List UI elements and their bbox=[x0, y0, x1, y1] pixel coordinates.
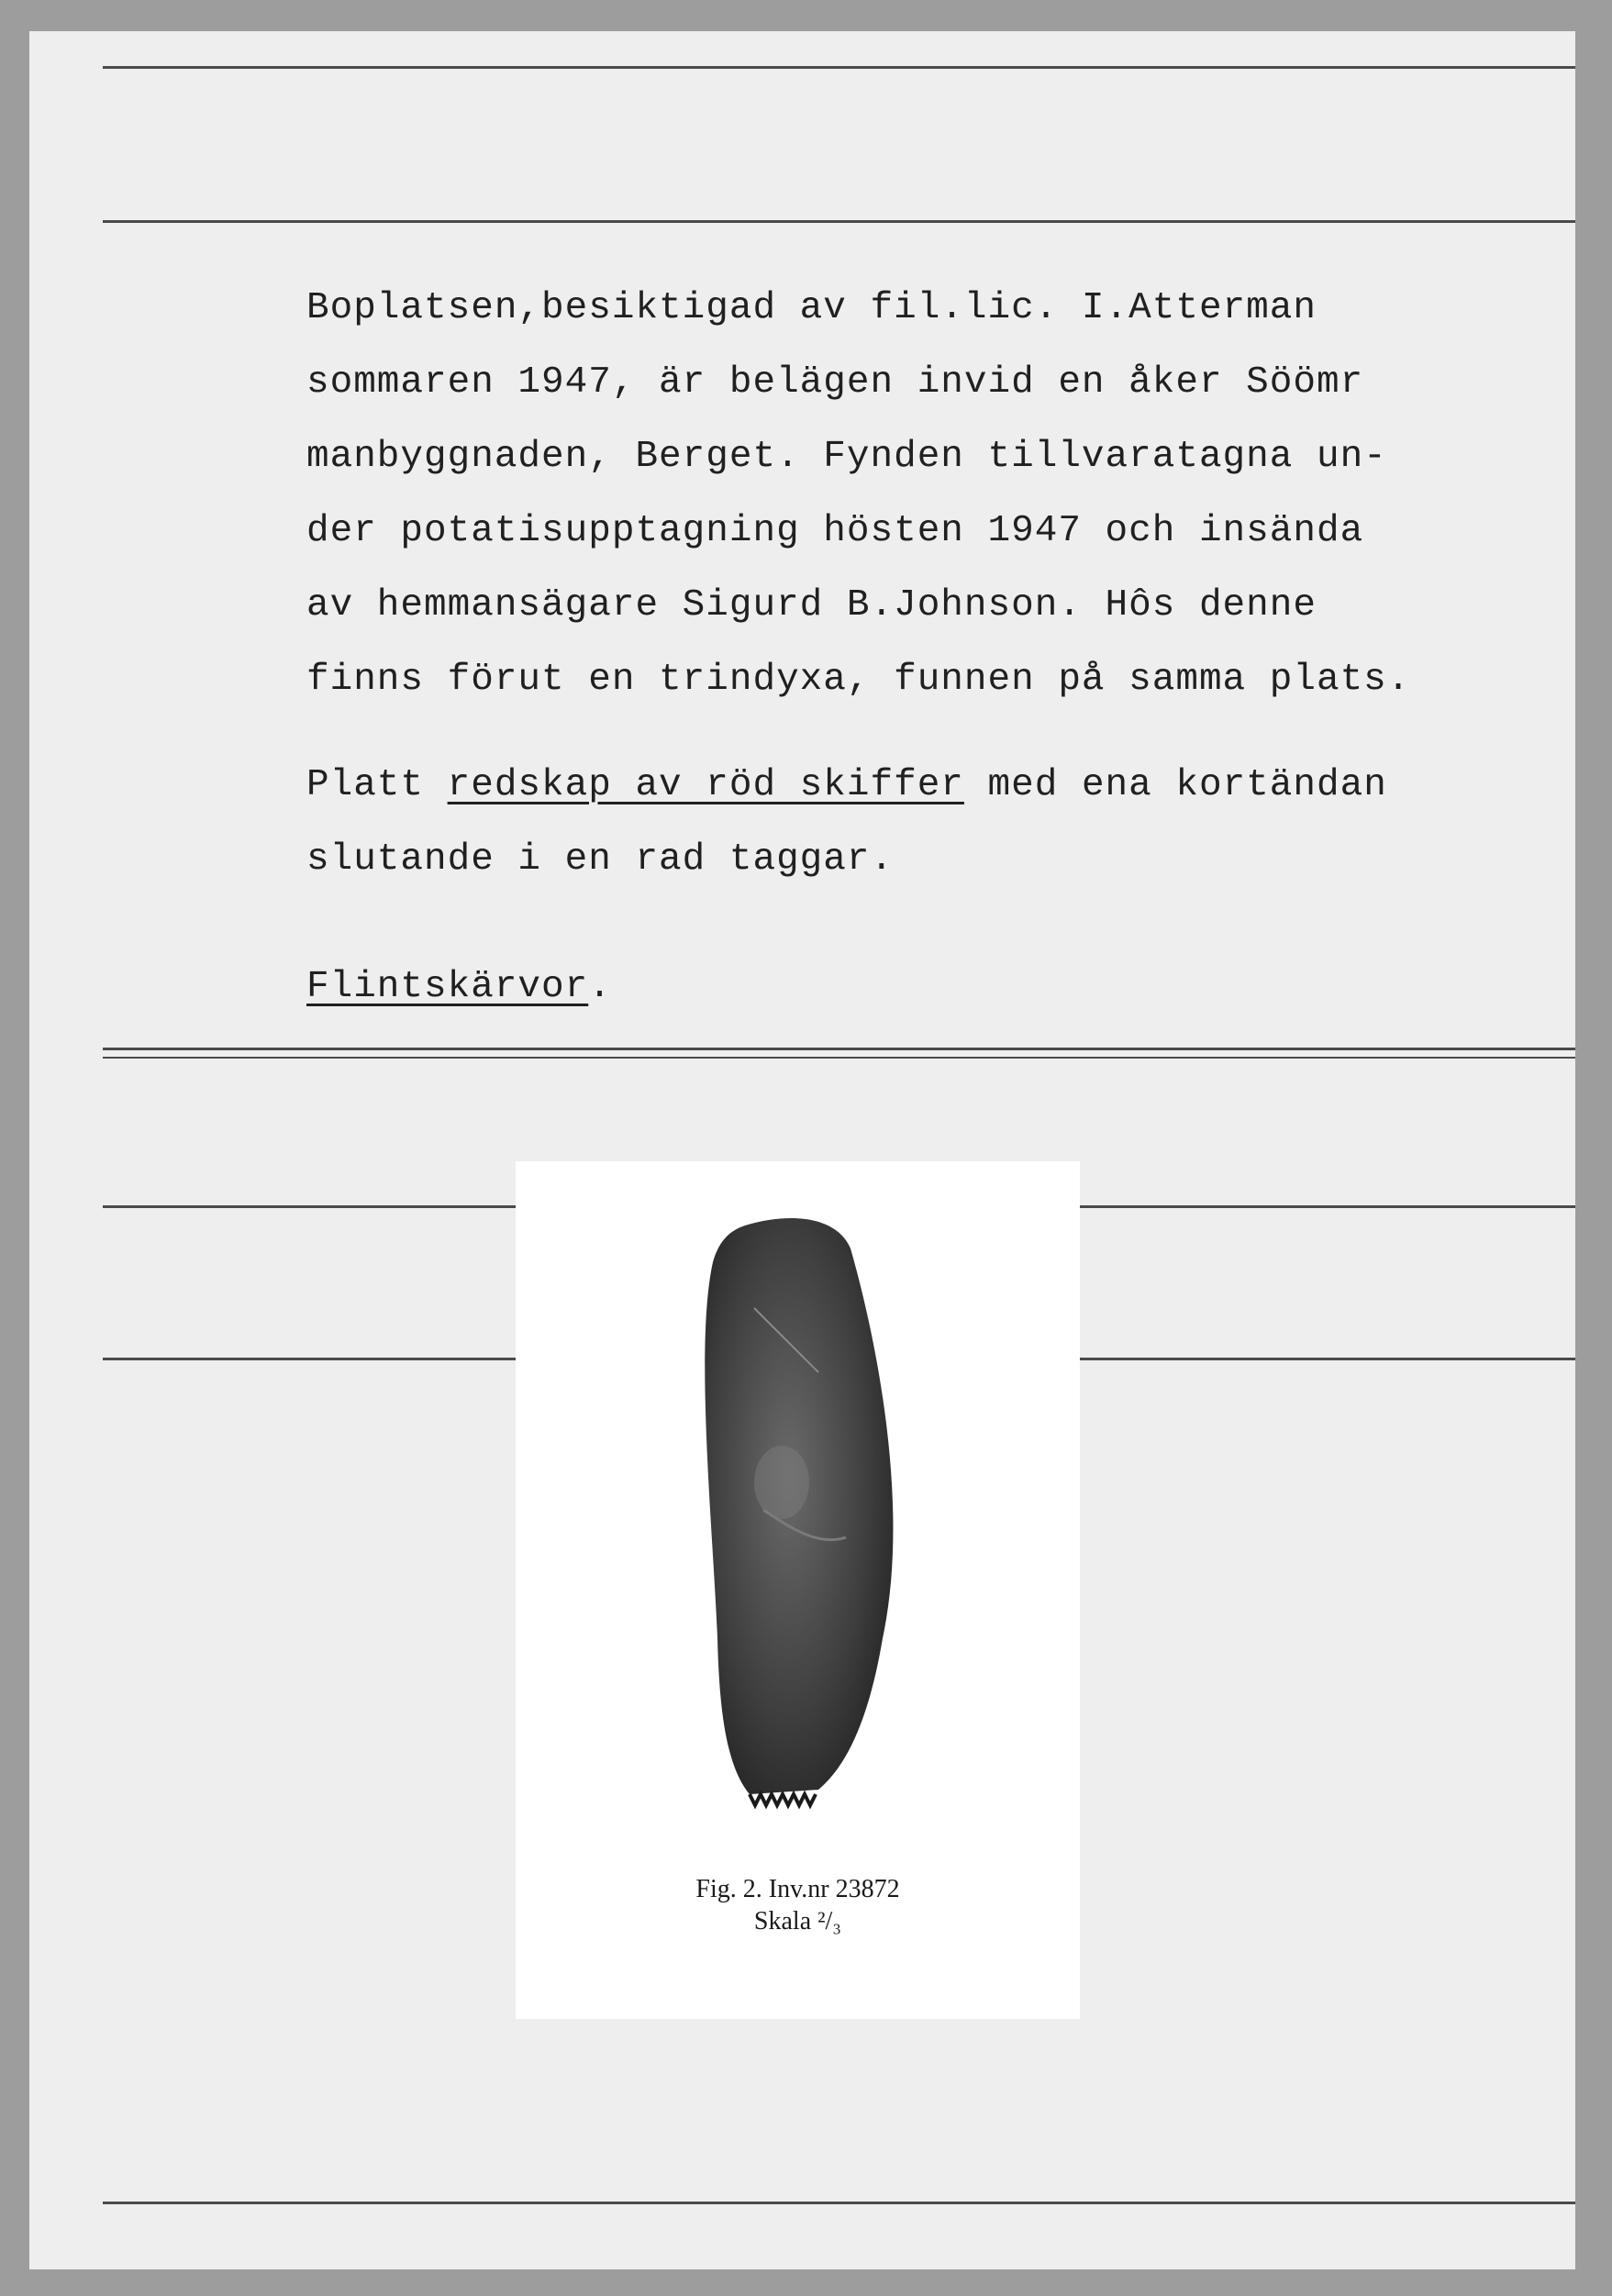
text-line bbox=[306, 749, 1481, 823]
text-segment: med ena kortändan bbox=[963, 764, 1387, 806]
paragraph-site-description bbox=[306, 272, 1481, 717]
figure-scale: Skala ²/₃ bbox=[753, 1907, 842, 1936]
text-line: sommaren 1947, är belägen invid en åker Söömr bbox=[306, 361, 1364, 404]
text-segment: . bbox=[588, 966, 612, 1008]
text-line bbox=[306, 950, 1481, 1025]
underlined-text: redskap av röd skiffer bbox=[447, 764, 964, 806]
text-line: av hemmansägare Sigurd B.Johnson. Hôs denne bbox=[306, 584, 1317, 627]
underlined-text: Flintskärvor bbox=[306, 966, 589, 1008]
artifact-photo bbox=[516, 1161, 1080, 2019]
rule-line-4 bbox=[103, 1057, 1575, 1059]
catalog-card bbox=[29, 31, 1575, 2269]
text-line: der potatisupptagning hösten 1947 och insända bbox=[306, 510, 1364, 552]
text-segment: Platt bbox=[306, 764, 448, 806]
text-line: Boplatsen,besiktigad av fil.lic. I.Atterman bbox=[306, 287, 1317, 329]
text-line: finns förut en trindyxa, funnen på samma plats. bbox=[306, 659, 1411, 701]
rule-line-top bbox=[103, 66, 1575, 69]
figure-caption: Fig. 2. Inv.nr 23872 bbox=[695, 1875, 900, 1903]
rule-line-bottom bbox=[103, 2202, 1575, 2204]
text-line: slutande i en rad taggar. bbox=[306, 838, 895, 881]
rule-line-2 bbox=[103, 220, 1575, 223]
rule-line-3 bbox=[103, 1048, 1575, 1050]
paragraph-flint bbox=[306, 950, 1481, 1025]
paragraph-tool-description bbox=[306, 749, 1481, 897]
artifact-image bbox=[516, 1161, 1080, 1858]
text-line: manbyggnaden, Berget. Fynden tillvaratagna un- bbox=[306, 436, 1387, 478]
